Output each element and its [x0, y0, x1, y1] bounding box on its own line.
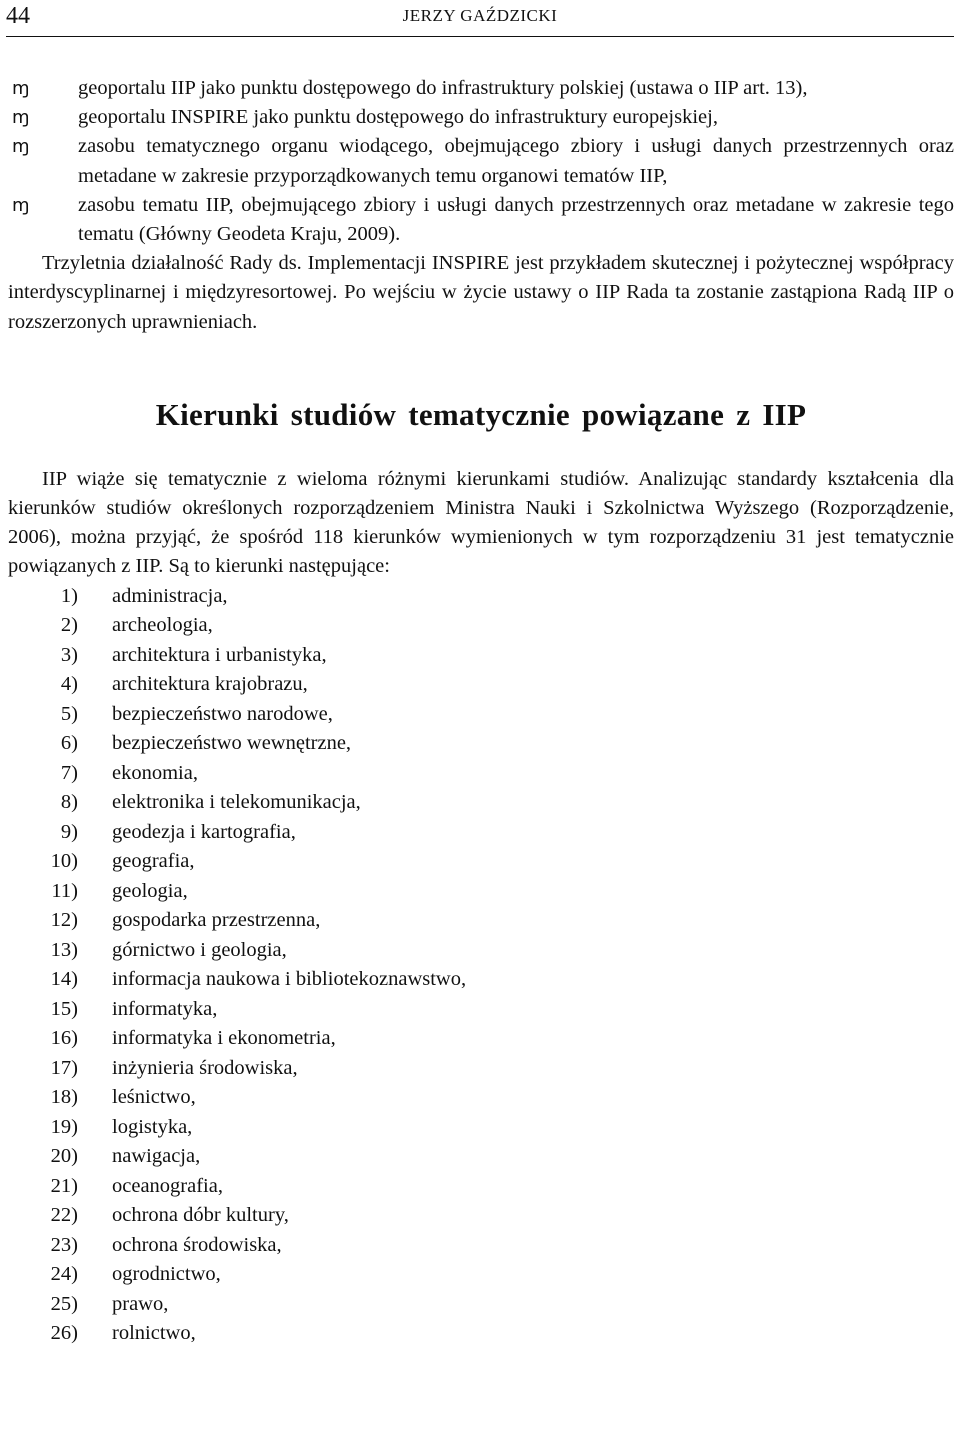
list-item-number: 25) — [50, 1292, 78, 1315]
list-item-text: informatyka, — [112, 997, 218, 1020]
list-item-number: 26) — [50, 1322, 78, 1345]
list-item — [8, 1319, 954, 1349]
list-item-number: 1) — [60, 584, 78, 607]
list-item-text: ochrona środowiska, — [112, 1233, 282, 1256]
list-item-text: leśnictwo, — [112, 1086, 196, 1109]
list-item-text: bezpieczeństwo wewnętrzne, — [112, 732, 352, 755]
list-item-text: architektura krajobrazu, — [112, 673, 308, 696]
list-item-number: 20) — [50, 1145, 78, 1168]
list-item-number: 17) — [50, 1056, 78, 1079]
running-head-author: JERZY GAŹDZICKI — [402, 6, 558, 25]
list-item-number: 10) — [50, 850, 78, 873]
list-item — [8, 1231, 954, 1261]
list-item — [8, 582, 954, 612]
list-item-number: 15) — [50, 997, 78, 1020]
list-item-number: 8) — [60, 791, 78, 814]
bullet-item: ɱ zasobu tematu IIP, obejmującego zbiory i usługi danych przestrzennych oraz metadane w zakresie tego tematu (Główny Geodeta Kraju, 2009). — [8, 191, 954, 249]
list-item-text: rolnictwo, — [112, 1322, 196, 1345]
bullet-item: ɱ geoportalu INSPIRE jako punktu dostępowego do infrastruktury europejskiej, — [8, 103, 954, 132]
list-item-text: geologia, — [112, 879, 188, 902]
list-item — [8, 1260, 954, 1290]
list-item-number: 23) — [50, 1233, 78, 1256]
page-header — [0, 0, 960, 40]
numbered-list — [8, 582, 954, 1349]
list-item — [8, 995, 954, 1025]
list-item-number: 19) — [50, 1115, 78, 1138]
paragraph-rada: Trzyletnia działalność Rady ds. Implementacji INSPIRE jest przykładem skutecznej i pożytecznej współpracy interdyscyplinarnej i międzyresortowej. Po wejściu w życie ustawy o IIP Rada ta zostanie zastąpiona Radą IIP o rozszerzonych uprawnieniach. — [8, 252, 954, 333]
list-item — [8, 788, 954, 818]
list-item — [8, 877, 954, 907]
list-item-number: 18) — [50, 1086, 78, 1109]
list-item — [8, 906, 954, 936]
list-item-text: informacja naukowa i bibliotekoznawstwo, — [112, 968, 467, 991]
page-body — [8, 74, 954, 1349]
page-number: 44 — [6, 3, 30, 29]
list-item-text: logistyka, — [112, 1115, 193, 1138]
list-item — [8, 1113, 954, 1143]
bullet-list — [8, 74, 954, 249]
list-item — [8, 936, 954, 966]
list-item-text: elektronika i telekomunikacja, — [112, 791, 361, 814]
list-item-text: inżynieria środowiska, — [112, 1056, 298, 1079]
list-item — [8, 611, 954, 641]
list-item-text: archeologia, — [112, 614, 213, 637]
list-item-number: 2) — [60, 614, 78, 637]
list-item-number: 16) — [50, 1027, 78, 1050]
list-item-text: geografia, — [112, 850, 195, 873]
list-item — [8, 818, 954, 848]
list-item — [8, 1054, 954, 1084]
list-item-number: 3) — [60, 643, 78, 666]
list-item-text: prawo, — [112, 1292, 169, 1315]
list-item — [8, 1083, 954, 1113]
list-item-text: bezpieczeństwo narodowe, — [112, 702, 333, 725]
list-item-text: górnictwo i geologia, — [112, 938, 287, 961]
bullet-icon: ɱ — [12, 136, 30, 158]
list-item-text: ogrodnictwo, — [112, 1263, 221, 1286]
list-item-number: 5) — [60, 702, 78, 725]
list-item — [8, 1201, 954, 1231]
list-item — [8, 641, 954, 671]
list-item-text: administracja, — [112, 584, 228, 607]
list-item-text: geodezja i kartografia, — [112, 820, 296, 843]
list-item-number: 9) — [60, 820, 78, 843]
list-item-text: informatyka i ekonometria, — [112, 1027, 336, 1050]
list-item-text: ochrona dóbr kultury, — [112, 1204, 289, 1227]
list-item — [8, 700, 954, 730]
section-heading: Kierunki studiów tematycznie powiązane z IIP — [155, 396, 807, 432]
paragraph-kierunki: IIP wiąże się tematycznie z wieloma różnymi kierunkami studiów. Analizując standardy kształcenia dla kierunków studiów określonych rozporządzeniem Ministra Nauki i Szkolnictwa Wyższego (Rozporządzenie, 2006), można przyjąć, że spośród 118 kierunków wymienionych w tym rozporządzeniu 31 jest tematycznie powiązanych z IIP. Są to kierunki następujące: — [8, 467, 954, 578]
bullet-icon: ɱ — [12, 107, 30, 129]
list-item-number: 22) — [50, 1204, 78, 1227]
list-item — [8, 847, 954, 877]
list-item-number: 21) — [50, 1174, 78, 1197]
list-item — [8, 759, 954, 789]
bullet-item: ɱ geoportalu IIP jako punktu dostępowego do infrastruktury polskiej (ustawa o IIP art. 13), — [8, 74, 954, 103]
list-item-number: 4) — [60, 673, 78, 696]
list-item-number: 7) — [60, 761, 78, 784]
list-item-text: gospodarka przestrzenna, — [112, 909, 321, 932]
list-item — [8, 729, 954, 759]
list-item-number: 12) — [50, 909, 78, 932]
list-item-number: 6) — [60, 732, 78, 755]
list-item — [8, 1024, 954, 1054]
list-item — [8, 1172, 954, 1202]
list-item — [8, 670, 954, 700]
bullet-item: ɱ zasobu tematycznego organu wiodącego, obejmującego zbiory i usługi danych przestrzennych oraz metadane w zakresie przyporządkowanych temu organowi tematów IIP, — [8, 132, 954, 190]
bullet-icon: ɱ — [12, 194, 30, 216]
list-item-text: architektura i urbanistyka, — [112, 643, 327, 666]
list-item-text: oceanografia, — [112, 1174, 223, 1197]
list-item-number: 24) — [50, 1263, 78, 1286]
list-item-number: 14) — [50, 968, 78, 991]
bullet-icon: ɱ — [12, 78, 30, 99]
list-item-number: 13) — [50, 938, 78, 961]
list-item-text: nawigacja, — [112, 1145, 201, 1168]
list-item — [8, 1290, 954, 1320]
list-item — [8, 1142, 954, 1172]
header-rule — [6, 36, 954, 37]
list-item — [8, 965, 954, 995]
list-item-number: 11) — [51, 879, 78, 902]
list-item-text: ekonomia, — [112, 761, 198, 784]
